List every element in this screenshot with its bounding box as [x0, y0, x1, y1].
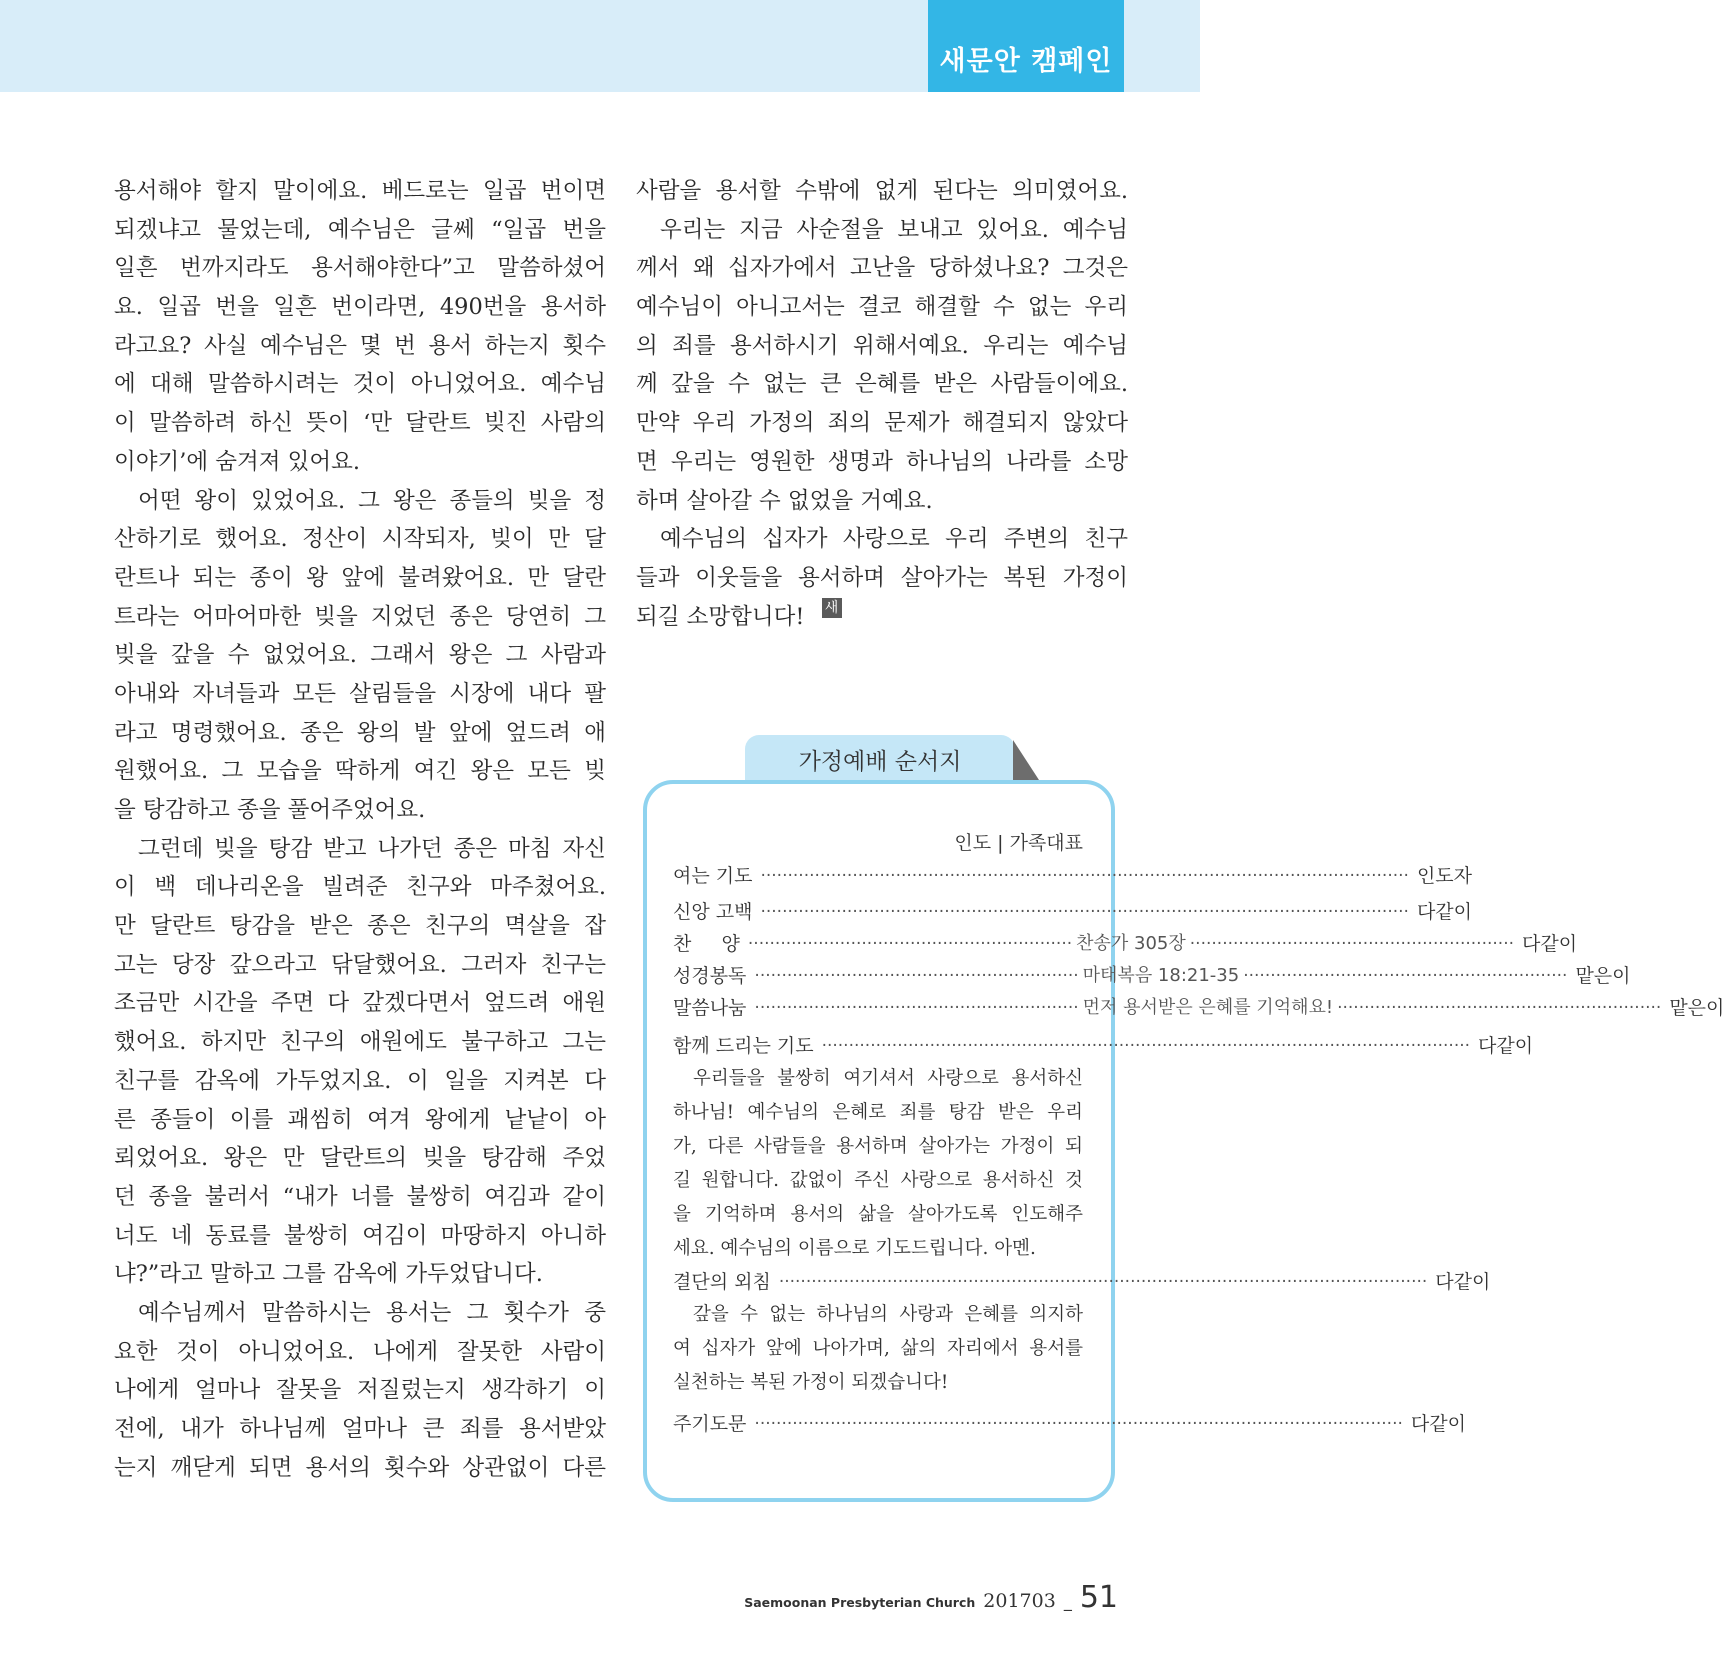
issue-date: 201703 [983, 1590, 1056, 1612]
order-item-name: 성경봉독 [673, 965, 747, 987]
worship-order-title: 가정예배 순서지 [745, 735, 1015, 783]
order-item-responsible: 인도자 [1416, 865, 1472, 887]
text-line: 전에, 내가 하나님께 얼마나 큰 죄를 용서받았 [114, 1416, 606, 1442]
order-item-responsible: 다같이 [1435, 1271, 1491, 1293]
article-right-column [636, 172, 1128, 636]
dot-leader: ···························································· 마태복음 18:21-35 ···························································· [754, 960, 1567, 992]
text-line: 뢰었어요. 왕은 만 달란트의 빚을 탕감해 주었 [114, 1145, 606, 1172]
order-item-name: 함께 드리는 기도 [673, 1035, 814, 1057]
text-line: 사람을 용서할 수밖에 없게 된다는 의미였어요. [636, 178, 1128, 204]
prayer-text [673, 1062, 1083, 1266]
text-line: 른 종들이 이를 괘씸히 여겨 왕에게 낱낱이 아 [114, 1106, 606, 1133]
order-item-responsible: 다같이 [1522, 933, 1578, 955]
text-line: 요. 일곱 번을 일흔 번이라면, 490번을 용서하 [114, 294, 606, 321]
worship-order-items [673, 860, 1724, 1062]
text-line: 트라는 어마어마한 빚을 지었던 종은 당연히 그 [114, 603, 606, 630]
text-line: 의 죄를 용서하시기 위해서예요. 우리는 예수님 [636, 332, 1128, 359]
order-item [673, 960, 1631, 992]
text-line: 라고 명령했어요. 종은 왕의 발 앞에 엎드려 애 [114, 719, 606, 746]
church-name: Saemoonan Presbyterian Church [744, 1595, 976, 1610]
text-line: 여 십자가 앞에 나아가며, 삶의 자리에서 용서를 [673, 1338, 1083, 1359]
footer-separator: _ [1063, 1592, 1072, 1611]
order-item-detail: 찬송가 305장 [1076, 933, 1186, 954]
closing-item [673, 1408, 1466, 1440]
text-line: 면 우리는 영원한 생명과 하나님의 나라를 소망 [636, 448, 1128, 475]
text-line: 일흔 번까지라도 용서해야한다”고 말씀하셨어 [114, 255, 606, 282]
order-item-name: 찬 양 [673, 933, 740, 955]
text-line: 이 말씀하려 하신 뜻이 ‘만 달란트 빚진 사람의 [114, 410, 606, 437]
text-line: 을 탕감하고 종을 풀어주었어요. [114, 797, 426, 823]
text-line: 친구를 감옥에 가두었지요. 이 일을 지켜본 다 [114, 1067, 606, 1094]
text-line: 용서해야 할지 말이에요. 베드로는 일곱 번이면 [114, 178, 606, 204]
order-item-responsible: 다같이 [1478, 1035, 1534, 1057]
resolution-item [673, 1266, 1491, 1298]
dot-leader: ···························································· 먼저 용서받은 은혜를 기억해요! ···························································· [754, 992, 1661, 1024]
text-line: 산하기로 했어요. 정산이 시작되자, 빚이 만 달 [114, 526, 606, 553]
text-line: 예수님께서 말씀하시는 용서는 그 횟수가 중 [138, 1299, 606, 1326]
text-line: 예수님이 아니고서는 결코 해결할 수 없는 우리 [636, 294, 1128, 321]
text-line: 에 대해 말씀하시려는 것이 아니었어요. 예수님 [114, 371, 606, 398]
order-item-detail: 먼저 용서받은 은혜를 기억해요! [1082, 997, 1334, 1018]
text-line: 가, 다른 사람들을 용서하며 살아가는 가정이 되 [673, 1136, 1083, 1157]
order-item [673, 992, 1724, 1024]
text-line: 길 원합니다. 값없이 주신 사랑으로 용서하신 것 [673, 1170, 1083, 1191]
text-line: 되길 소망합니다! 새 [636, 598, 1128, 637]
order-item-responsible: 맡은이 [1575, 965, 1631, 987]
order-item-name: 말씀나눔 [673, 997, 747, 1019]
order-item [673, 1030, 1534, 1062]
worship-leader: 인도 | 가족대표 [954, 832, 1083, 854]
text-line: 만약 우리 가정의 죄의 문제가 해결되지 않았다 [636, 410, 1128, 437]
order-item [673, 1408, 1466, 1440]
text-line: 이야기’에 숨겨져 있어요. [114, 448, 360, 475]
dot-leader: ···························································· ···························································· [760, 866, 1409, 886]
dot-leader: ···························································· ···························································· [754, 1414, 1403, 1434]
text-line: 아내와 자녀들과 모든 살림들을 시장에 내다 팔 [114, 680, 606, 707]
text-line: 되겠냐고 물었는데, 예수님은 글쎄 “일곱 번을 [114, 216, 606, 243]
text-line: 고는 당장 갚으라고 닦달했어요. 그러자 친구는 [114, 951, 606, 978]
text-line: 예수님의 십자가 사랑으로 우리 주변의 친구 [660, 526, 1128, 553]
text-line: 실천하는 복된 가정이 되겠습니다! [673, 1372, 949, 1393]
tab-fold-decoration [1013, 740, 1039, 780]
worship-order-content [673, 826, 1724, 1440]
page-number: 51 [1079, 1580, 1118, 1615]
order-item-name: 여는 기도 [673, 865, 753, 887]
article-left-column [114, 172, 606, 1487]
text-line: 하며 살아갈 수 없었을 거예요. [636, 487, 933, 514]
order-item-name: 결단의 외침 [673, 1271, 771, 1293]
order-item [673, 860, 1472, 892]
order-item-responsible: 다같이 [1416, 901, 1472, 923]
text-line: 들과 이웃들을 용서하며 살아가는 복된 가정이 [636, 564, 1128, 591]
order-item [673, 1266, 1491, 1298]
text-line: 이 백 데나리온을 빌려준 친구와 마주쳤어요. [114, 874, 606, 901]
text-line: 세요. 예수님의 이름으로 기도드립니다. 아멘. [673, 1238, 1036, 1259]
text-line: 우리는 지금 사순절을 보내고 있어요. 예수님 [660, 216, 1128, 243]
text-line: 란트나 되는 종이 왕 앞에 불려왔어요. 만 달란 [114, 564, 606, 591]
campaign-label: 새문안 캠페인 [928, 0, 1124, 92]
dot-leader: ···························································· ···························································· [821, 1036, 1471, 1056]
order-item-responsible: 맡은이 [1669, 997, 1724, 1019]
order-item-name: 신앙 고백 [673, 901, 753, 923]
order-item-detail: 마태복음 18:21-35 [1082, 965, 1240, 986]
text-line: 라고요? 사실 예수님은 몇 번 용서 하는지 횟수 [114, 332, 606, 359]
text-line: 어떤 왕이 있었어요. 그 왕은 종들의 빚을 정 [138, 487, 606, 514]
end-mark-icon: 새 [822, 598, 842, 618]
text-line: 던 종을 불러서 “내가 너를 불쌍히 여김과 같이 [114, 1183, 606, 1210]
text-line: 을 기억하며 용서의 삶을 살아가도록 인도해주 [673, 1204, 1083, 1225]
text-line: 하나님! 예수님의 은혜로 죄를 탕감 받은 우리 [673, 1102, 1083, 1123]
dot-leader: ···························································· ···························································· [760, 902, 1409, 922]
text-line: 너도 네 동료를 불쌍히 여김이 마땅하지 아니하 [114, 1222, 606, 1249]
page-footer [744, 1580, 1118, 1615]
text-line: 갚을 수 없는 하나님의 사랑과 은혜를 의지하 [693, 1304, 1083, 1325]
dot-leader: ···························································· 찬송가 305장 ···························································· [748, 928, 1514, 960]
text-line: 그런데 빚을 탕감 받고 나가던 종은 마침 자신 [138, 835, 606, 862]
text-line: 했어요. 하지만 친구의 애원에도 불구하고 그는 [114, 1029, 606, 1056]
text-line: 원했어요. 그 모습을 딱하게 여긴 왕은 모든 빚 [114, 758, 606, 785]
order-item-name: 주기도문 [673, 1413, 747, 1435]
text-line: 는지 깨닫게 되면 용서의 횟수와 상관없이 다른 [114, 1454, 606, 1481]
order-item [673, 928, 1578, 960]
text-line: 만 달란트 탕감을 받은 종은 친구의 멱살을 잡 [114, 913, 606, 940]
text-line: 우리들을 불쌍히 여기셔서 사랑으로 용서하신 [693, 1068, 1083, 1089]
text-line: 나에게 얼마나 잘못을 저질렀는지 생각하기 이 [114, 1377, 606, 1404]
order-item [673, 896, 1472, 928]
text-line: 조금만 시간을 주면 다 갚겠다면서 엎드려 애원 [114, 990, 606, 1017]
text-line: 께서 왜 십자가에서 고난을 당하셨나요? 그것은 [636, 255, 1128, 282]
text-line: 빚을 갚을 수 없었어요. 그래서 왕은 그 사람과 [114, 642, 606, 669]
order-item-responsible: 다같이 [1410, 1413, 1466, 1435]
resolution-text [673, 1298, 1083, 1400]
text-line: 냐?”라고 말하고 그를 감옥에 가두었답니다. [114, 1261, 543, 1288]
text-line: 요한 것이 아니었어요. 나에게 잘못한 사람이 [114, 1338, 606, 1365]
dot-leader: ···························································· ···························································· [778, 1272, 1428, 1292]
text-line: 께 갚을 수 없는 큰 은혜를 받은 사람들이에요. [636, 371, 1128, 398]
